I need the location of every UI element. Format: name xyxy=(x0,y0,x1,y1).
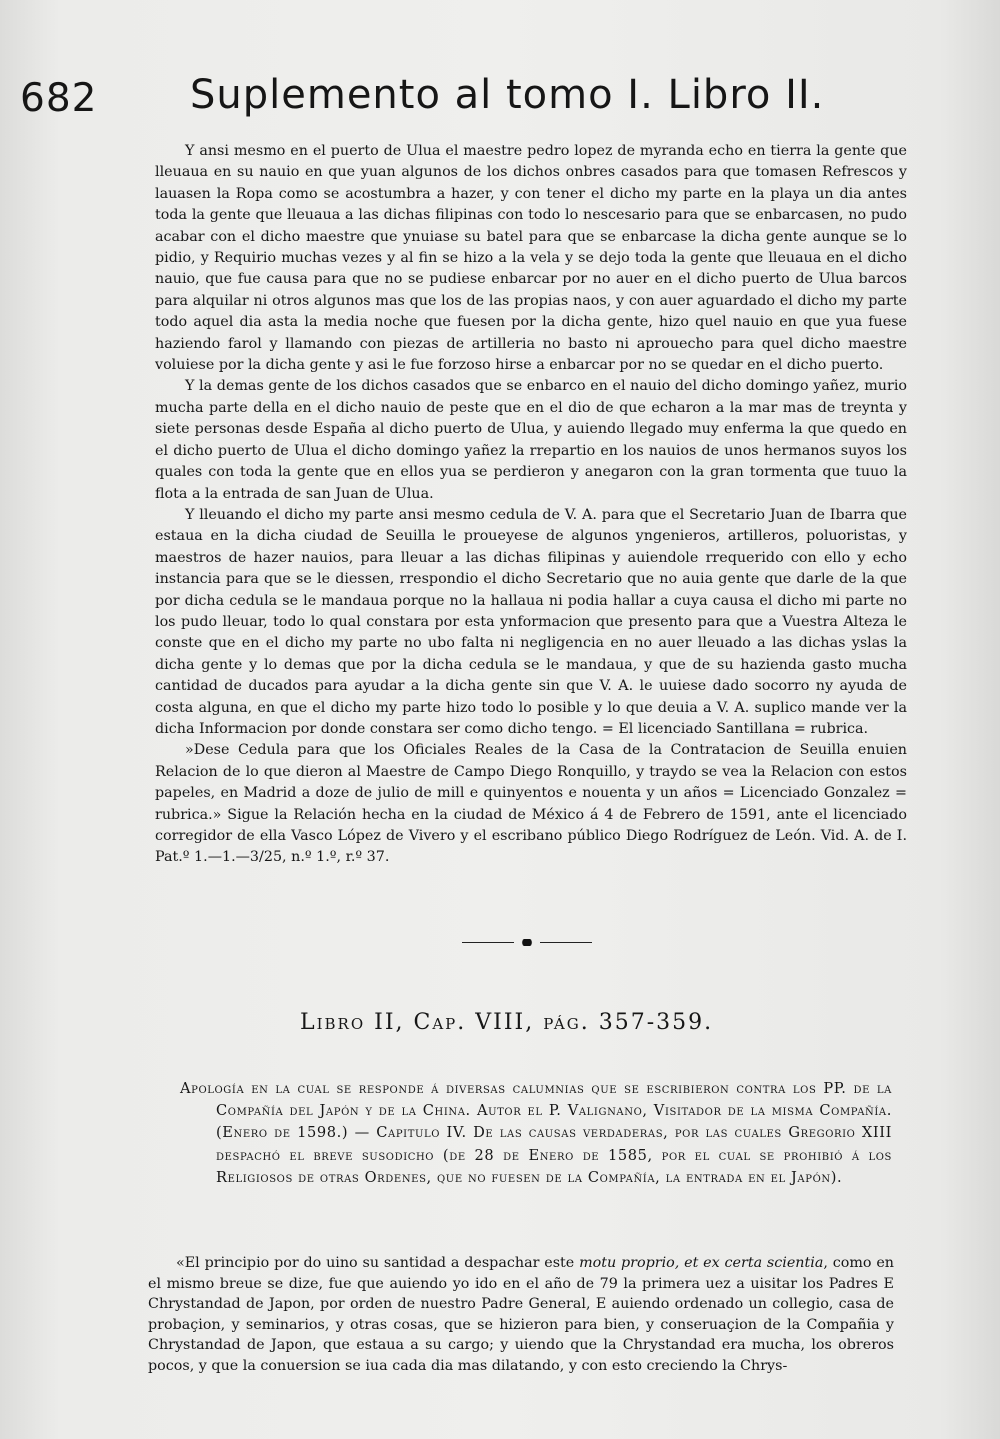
quote-start: «El principio por do uino su santidad a despachar este xyxy=(176,1255,580,1271)
quote-paragraph xyxy=(148,1253,894,1377)
quoted-text-block xyxy=(148,1253,894,1377)
section-divider-ornament xyxy=(462,937,592,949)
apologia-title-block xyxy=(180,1078,892,1189)
page-number: 682 xyxy=(20,76,98,121)
paragraph-juan-de-ibarra: Y lleuando el dicho my parte ansi mesmo cedula de V. A. para que el Secretario Juan de Ibarra que estaua en la dicha ciudad de Seuilla le proueyese de algunos yngenieros, artilleros, poluoristas, y maestros de hazer nauios, para lleuar a las dichas filipinas y auiendole rrequerido con ello y echo instancia para que se le diessen, rrespondio el dicho Secretario que no auia gente que darle de la que por dicha cedula se le mandaua porque no la hallaua ni podia hallar a cuya causa el dicho mi parte no los pudo lleuar, todo lo qual constara por esta ynformacion que presento para que a Vuestra Alteza le conste que en el dicho my parte no ubo falta ni negligencia en no auer lleuado a las dichas yslas la dicha gente y lo demas que por la dicha cedula se le mandaua, y que de su hazienda gasto mucha cantidad de ducados para ayudar a la dicha gente sin que V. A. le uuiese dado socorro ny ayuda de costa alguna, en que el dicho my parte hizo todo lo posible y lo que deuia a V. A. suplico mande ver la dicha Informacion por donde constara ser como dicho tengo. = El licenciado Santillana = rubrica. xyxy=(155,506,907,737)
paragraph-ulua-port: Y ansi mesmo en el puerto de Ulua el maestre pedro lopez de myranda echo en tierra la gente que lleuaua en su nauio en que yuan algunos de los dichos onbres casados para que tomasen Refrescos y lauasen la Ropa como se acostumbra a hazer, y con tener el dicho my parte en la playa un dia antes toda la gente que lleuaua a las dichas filipinas con todo lo nescesario para que se enbarcasen, no pudo acabar con el dicho maestre que ynuiase su batel para que se enbarcase la dicha gente aunque se lo pidio, y Requirio muchas vezes y al fin se hizo a la vela y se dejo toda la gente que lleuaua en el dicho nauio, que fue causa para que no se pudiese enbarcar por no auer en el dicho puerto de Ulua barcos para alquilar ni otros algunos mas que los de las propias naos, y con auer aguardado el dicho my parte todo aquel dia asta la media noche que fuesen por la dicha gente, hizo quel nauio en que yua fuese haziendo farol y llamando con piezas de artilleria no basto ni aprouecho para quel dicho maestre voluiese por la dicha gente y asi le fue forzoso hirse a enbarcar por no se quedar en el dicho puerto. xyxy=(155,143,907,374)
paragraph-cedula-note: »Dese Cedula para que los Oficiales Reales de la Casa de la Contratacion de Seuilla enuien Relacion de lo que dieron al Maestre de Campo Diego Ronquillo, y traydo se vea la Relacion con estos papeles, en Madrid a doze de julio de mill e quinyentos e nouenta y un años = Licenciado Gonzalez = rubrica.» Sigue la Relación hecha en la ciudad de México á 4 de Febrero de 1591, ante el licenciado corregidor de ella Vasco López de Vivero y el escribano público Diego Rodríguez de León. Vid. A. de I. Pat.º 1.—1.—3/25, n.º 1.º, r.º 37. xyxy=(155,742,907,866)
paragraph-domingo-yanez: Y la demas gente de los dichos casados que se enbarco en el nauio del dicho domingo yañez, murio mucha parte della en el dicho nauio de peste que en el dio de que echaron a la mar mas de treynta y siete personas desde España al dicho puerto de Ulua, y auiendo llegado muy enferma la que quedo en el dicho puerto de Ulua el dicho domingo yañez la rrepartio en los nauios de unos hermanos suyos los quales con toda la gente que en ellos yua se perdieron y anegaron con la gran tormenta que tuuo la flota a la entrada de san Juan de Ulua. xyxy=(155,378,907,502)
quote-italic-phrase: motu proprio, et ex certa scientia xyxy=(579,1255,824,1271)
section-heading: Libro II, Cap. VIII, pág. 357-359. xyxy=(300,1010,714,1035)
apologia-title: Apología en la cual se responde á diversas calumnias que se escribieron contra los PP. de la Compañía del Japón y de la China. Autor el P. Valignano, Visitador de la misma Compañía. (Enero de 1598.) — Capitulo IV. De las causas verdaderas, por las cuales Gregorio XIII despachó el breve susodicho (de 28 de Enero de 1585, por el cual se prohibió á los Religiosos de otras Ordenes, que no fuesen de la Compañía, la entrada en el Japón). xyxy=(180,1080,892,1186)
quote-rest: , como en el mismo breue se dize, fue que auiendo yo ido en el año de 79 la primera uez a uisitar los Padres E Chrystandad de Japon, por orden de nuestro Padre General, E auiendo ordenado un collegio, casa de probaçion, y seminarios, y otras cosas, que se hizieron para bien, y conseruaçion de la Compañia y Chrystandad de Japon, que estaua a su cargo; y uiendo que la Chrystandad era mucha, los obreros pocos, y que la conuersion se iua cada dia mas dilatando, y con esto creciendo la Chrys- xyxy=(148,1255,894,1374)
running-title: Suplemento al tomo I. Libro II. xyxy=(190,72,825,118)
main-text-block xyxy=(155,141,907,869)
page-header xyxy=(10,70,990,140)
